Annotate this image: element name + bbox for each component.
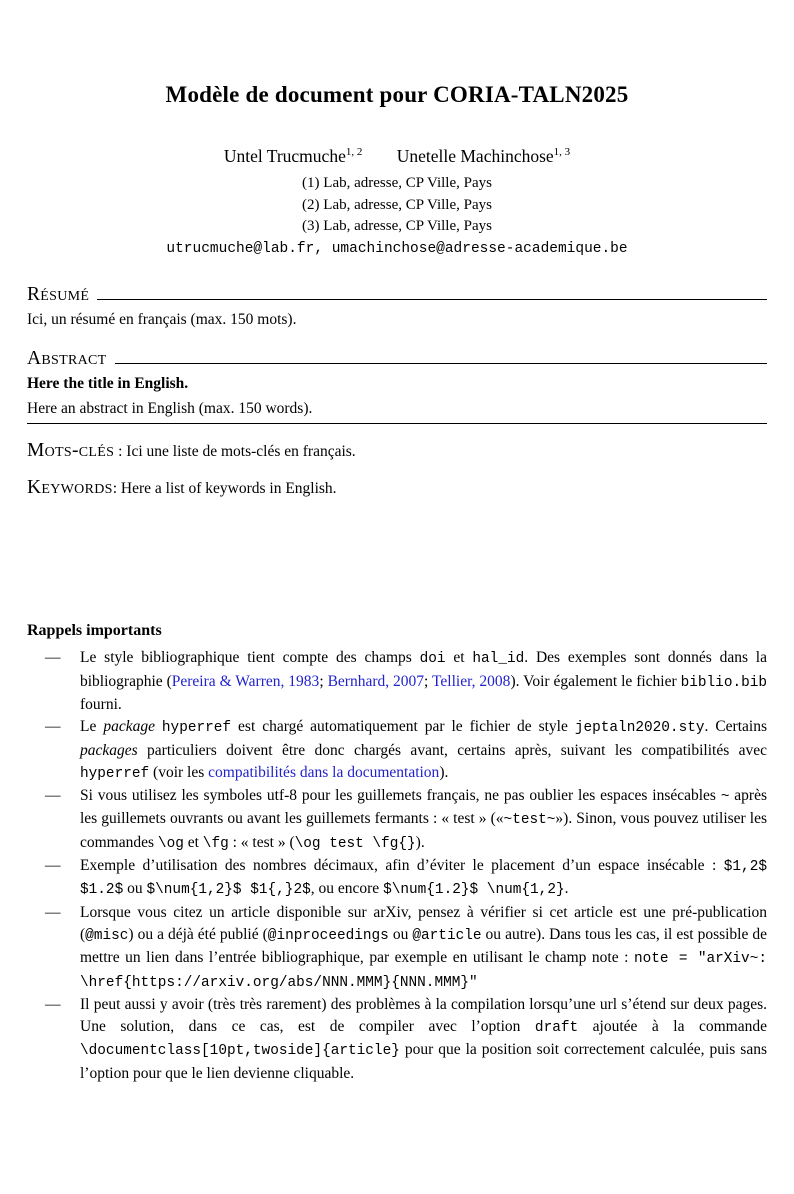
bullet-dash: — [45, 903, 61, 921]
section-resume-label: Résumé [27, 283, 90, 305]
text-run: , ou encore [310, 880, 384, 898]
paper-title: Modèle de document pour CORIA-TALN2025 [165, 82, 629, 107]
italic-run: packages [80, 741, 138, 759]
affiliation-1: (1) Lab, adresse, CP Ville, Pays [302, 175, 492, 191]
affiliation-2: (2) Lab, adresse, CP Ville, Pays [302, 196, 492, 213]
keywords-label: Keywords [27, 477, 113, 499]
abstract-text: Here an abstract in English (max. 150 words). [27, 398, 767, 424]
bullet-dash: — [45, 995, 61, 1013]
code-span: ~test~ [503, 812, 556, 829]
bullet-dash: — [45, 857, 61, 875]
text-run: ). Voir également le fichier [510, 672, 681, 690]
hyperlink[interactable]: compatibilités dans la documentation [208, 763, 440, 781]
code-span: \documentclass[10pt,twoside]{article} [80, 1043, 400, 1060]
reminders-heading: Rappels importants [27, 622, 162, 640]
mots-cles-separator: : [114, 443, 127, 461]
text-run: pour que la position soit correctement calculée, puis sans l’option pour que le lien devienne cliquable. [80, 1041, 767, 1082]
text-run: ) ou a déjà été publié ( [128, 925, 268, 943]
english-title: Here the title in English. [27, 374, 189, 392]
code-span: hyperref [161, 720, 232, 737]
text-run: ). [439, 763, 449, 781]
text-run: particuliers doivent être donc chargés avant, certains après, suivant les compatibilités avec [137, 741, 767, 759]
code-span: @misc [85, 927, 129, 944]
text-run: (voir les [149, 763, 209, 781]
italic-run: package [103, 718, 155, 736]
code-span: @article [412, 927, 482, 944]
code-span: @inproceedings [267, 927, 389, 944]
list-item-text [80, 647, 767, 716]
keywords-line [27, 476, 767, 500]
keywords-text: Here a list of keywords in English. [120, 480, 337, 498]
code-span: hyperref [80, 765, 150, 782]
text-run: : « test » ( [228, 833, 295, 851]
code-span: \og [157, 835, 184, 852]
author-1-affiliation-marker: 1, 2 [345, 146, 363, 159]
code-span: jeptaln2020.sty [574, 720, 705, 737]
text-run: ou autre). Dans tous les cas, il est possible de mettre un lien dans l’entrée bibliographique, par exemple en utilisant le champ note : [80, 925, 768, 967]
list-item [27, 647, 767, 716]
author-2-name: Unetelle Machinchose [396, 146, 554, 166]
author-2-affiliation-marker: 1, 3 [553, 146, 571, 159]
text-run: ; [424, 672, 433, 690]
text-run: . [564, 880, 569, 898]
text-run: . Certains [704, 718, 767, 736]
section-abstract-label: Abstract [27, 347, 107, 369]
section-resume [27, 283, 767, 331]
mots-cles-text: Ici une liste de mots-clés en français. [126, 443, 356, 461]
affiliation-3: (3) Lab, adresse, CP Ville, Pays [302, 218, 492, 234]
hyperlink[interactable]: Pereira & Warren, 1983 [171, 672, 320, 690]
code-span: \fg [202, 835, 229, 852]
author-1 [224, 146, 363, 166]
author-emails: utrucmuche@lab.fr, umachinchose@adresse-academique.be [166, 240, 628, 257]
list-item-text [80, 716, 767, 785]
text-run: . Des exemples sont donnés dans la bibliographie ( [80, 649, 767, 690]
text-run: »). Sinon, vous pouvez utiliser les commandes [80, 810, 768, 851]
bullet-dash: — [45, 787, 61, 805]
list-item [27, 994, 767, 1085]
hyperlink[interactable]: Bernhard, 2007 [327, 672, 425, 690]
document-page [0, 82, 794, 1194]
list-item [27, 716, 767, 785]
author-2 [397, 146, 570, 166]
reminders-list [27, 647, 767, 1085]
text-run: fourni. [80, 695, 122, 713]
code-span: hal_id [472, 651, 525, 668]
bullet-dash: — [45, 718, 61, 736]
mots-cles-line [27, 439, 767, 463]
text-run: ou [123, 880, 147, 898]
authors-line [27, 146, 767, 167]
text-run: ; [319, 672, 328, 690]
code-span: \og test \fg{} [294, 835, 416, 852]
code-span: $\num{1,2}$ $1{,}2$ [146, 882, 311, 899]
text-run: est chargé automatiquement par le fichier de style [231, 718, 575, 736]
section-rule [97, 283, 767, 300]
author-1-name: Untel Trucmuche [223, 146, 346, 166]
text-run: ). [415, 833, 425, 851]
section-abstract [27, 347, 767, 425]
list-item-text [80, 994, 767, 1085]
section-resume-header [27, 283, 767, 306]
text-run: et [183, 833, 203, 851]
text-run: Le style bibliographique tient compte des champs [80, 649, 420, 667]
bullet-dash: — [45, 649, 61, 667]
text-run: Le [80, 718, 104, 736]
text-run: Lorsque vous citez un article disponible sur arXiv, pensez à vérifier si cet article est une pré-publication ( [80, 903, 767, 943]
text-run: Il peut aussi y avoir (très très rarement) des problèmes à la compilation lorsqu’une url s’étend sur deux pages. Une solution, dans ce cas, est de compiler avec l’option [80, 995, 767, 1036]
text-run [155, 718, 162, 735]
text-run: après les guillemets ouvrants ou avant les guillemets fermants : « test » (« [80, 787, 768, 828]
code-span: biblio.bib [680, 674, 768, 691]
section-rule [115, 347, 768, 364]
list-item [27, 902, 767, 994]
text-run: Si vous utilisez les symboles utf-8 pour les guillemets français, ne pas oublier les espaces insécables [80, 787, 721, 805]
code-span: ~ [720, 789, 730, 806]
hyperlink[interactable]: Tellier, 2008 [432, 672, 511, 690]
list-item-text [80, 902, 767, 994]
affiliations-block [27, 173, 767, 238]
code-span: $\num{1.2}$ \num{1,2} [383, 882, 565, 899]
text-run: ou [388, 925, 413, 943]
section-abstract-header [27, 347, 767, 370]
mots-cles-label: Mots-clés [27, 440, 115, 462]
list-item [27, 785, 767, 855]
keywords-separator: : [112, 480, 121, 498]
code-span: $1,2$ $1.2$ [80, 859, 767, 899]
text-run: Exemple d’utilisation des nombres décimaux, afin d’éviter le placement d’un espace insécable : [80, 857, 724, 875]
code-span: draft [534, 1020, 579, 1037]
text-run: ajoutée à la commande [578, 1018, 767, 1036]
list-item-text [80, 855, 767, 902]
text-run: et [445, 649, 473, 667]
list-item [27, 855, 767, 902]
code-span: note = "arXiv~: \href{https://arxiv.org/abs/NNN.MMM}{NNN.MMM}" [80, 951, 767, 991]
vertical-spacer [27, 500, 767, 622]
list-item-text [80, 785, 767, 855]
resume-text: Ici, un résumé en français (max. 150 mots). [27, 310, 297, 328]
code-span: doi [419, 651, 446, 668]
